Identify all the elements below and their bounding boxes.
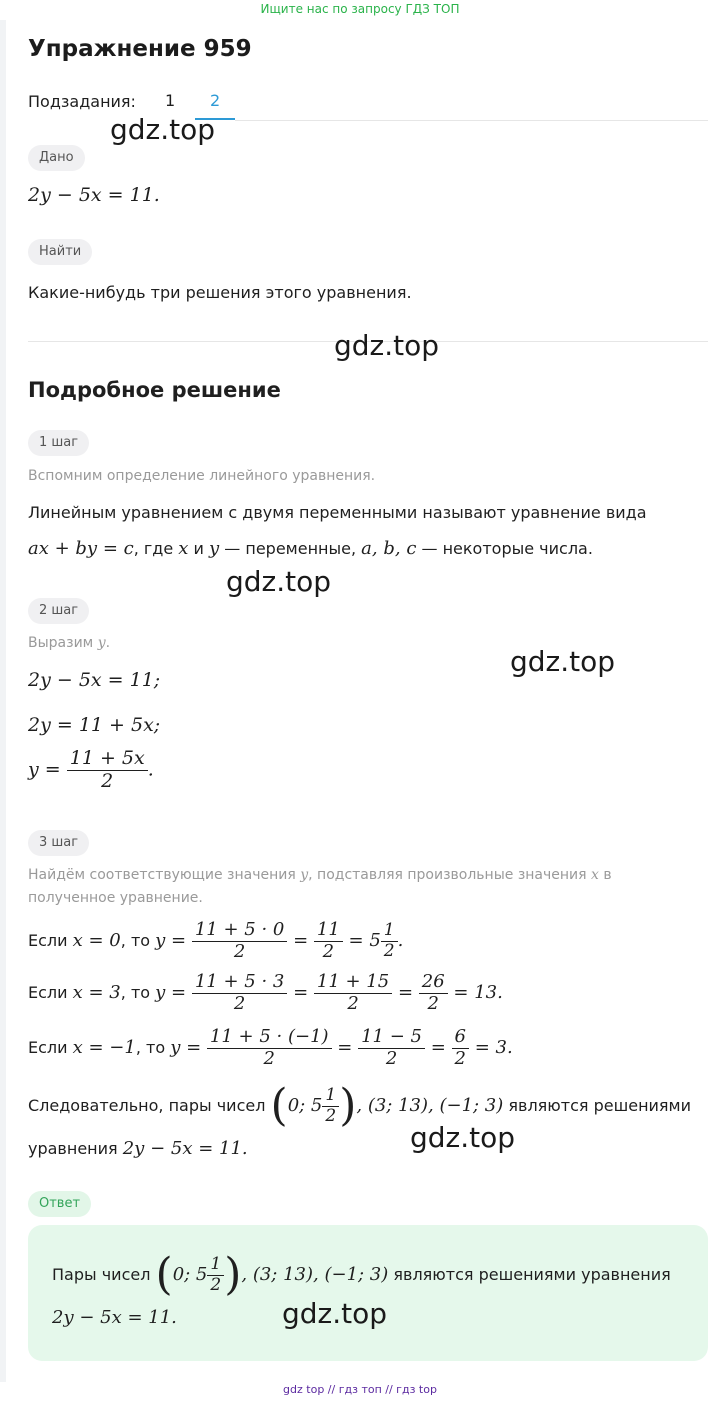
step1-line1: Линейным уравнением с двумя переменными называют уравнение вида: [28, 503, 647, 522]
step3-row1: Если x = 0, то y = $\frac{11 + 5 \cdot 0}{2}$ = $\frac{11}{2}$ = 5 $\frac{1}{2}$ .: [28, 918, 404, 962]
step2-hint-var: y: [97, 635, 106, 651]
footer-links[interactable]: gdz top // гдз топ // гдз top: [283, 1383, 437, 1396]
watermark: gdz.top: [510, 645, 616, 678]
watermark: gdz.top: [282, 1297, 388, 1330]
subtasks-label: Подзадания:: [28, 92, 136, 111]
answer-box: [28, 1225, 708, 1361]
step1-y: y: [209, 538, 220, 559]
step3-hint-line1: Найдём соответствующие значения y, подставляя произвольные значения x в: [28, 867, 612, 883]
step1-t3: — переменные,: [219, 539, 362, 558]
subtask-tab-1[interactable]: 1: [165, 91, 176, 110]
step1-t1: , где: [133, 539, 179, 558]
step1-pill: 1 шаг: [28, 430, 89, 456]
step2-hint-text: Выразим: [28, 635, 98, 651]
answer-line1: Пары чисел (0; 5 $\frac{1}{2}$ ), (3; 13), (−1; 3) являются решениями уравнения: [52, 1249, 671, 1300]
subtask-tab-2[interactable]: 2: [210, 91, 221, 110]
step1-t2: и: [188, 539, 210, 558]
step3-hint-line2: полученное уравнение.: [28, 890, 203, 906]
watermark: gdz.top: [226, 565, 332, 598]
step2-hint: [28, 632, 110, 654]
step1-t4: — некоторые числа.: [416, 539, 593, 558]
answer-pill: Ответ: [28, 1191, 91, 1217]
watermark: gdz.top: [110, 113, 216, 146]
tabs-rule: [235, 120, 708, 121]
step1-hint: Вспомним определение линейного уравнения.: [28, 468, 376, 484]
step2-eq3-lhs: y =: [28, 758, 67, 781]
step1-abc: a, b, c: [361, 538, 417, 559]
step2-eq2: 2y = 11 + 5x;: [28, 714, 161, 736]
step2-eq3-frac: $\frac{11 + 5x}{2}$: [67, 748, 148, 793]
step3-pill: 3 шаг: [28, 830, 89, 856]
step1-x: x: [178, 538, 189, 559]
given-equation: 2y − 5x = 11.: [28, 184, 160, 206]
answer-line2: 2y − 5x = 11.: [52, 1307, 177, 1328]
step3-row2: Если x = 3, то y = $\frac{11 + 5 \cdot 3}{2}$ = $\frac{11 + 15}{2}$ = $\frac{26}{2}$ = 13.: [28, 970, 503, 1014]
step3-row3: Если x = −1, то y = $\frac{11 + 5 \cdot (-1)}{2}$ = $\frac{11 - 5}{2}$ = $\frac{6}{2}$ = 3.: [28, 1025, 513, 1069]
find-pill: Найти: [28, 239, 92, 265]
given-pill: Дано: [28, 145, 85, 171]
step2-pill: 2 шаг: [28, 598, 89, 624]
watermark: gdz.top: [334, 329, 440, 362]
left-rail: [0, 20, 6, 1382]
solution-title: Подробное решение: [28, 378, 281, 402]
find-text: Какие-нибудь три решения этого уравнения.: [28, 283, 412, 302]
step2-eq3: y = $\frac{11 + 5x}{2}$ .: [28, 747, 154, 792]
step2-eq1: 2y − 5x = 11;: [28, 669, 161, 691]
step3-conclusion: Следовательно, пары чисел (0; 5 $\frac{1}{2}$ ), (3; 13), (−1; 3) являются решениями: [28, 1080, 692, 1131]
step2-hint-end: .: [105, 635, 111, 651]
step1-eq: ax + by = c: [28, 538, 134, 559]
step3-conclusion-line2: уравнения 2y − 5x = 11.: [28, 1138, 248, 1159]
watermark: gdz.top: [410, 1121, 516, 1154]
top-banner[interactable]: Ищите нас по запросу ГДЗ ТОП: [260, 2, 460, 16]
page-title: Упражнение 959: [28, 36, 252, 62]
step1-line2: [28, 538, 593, 560]
